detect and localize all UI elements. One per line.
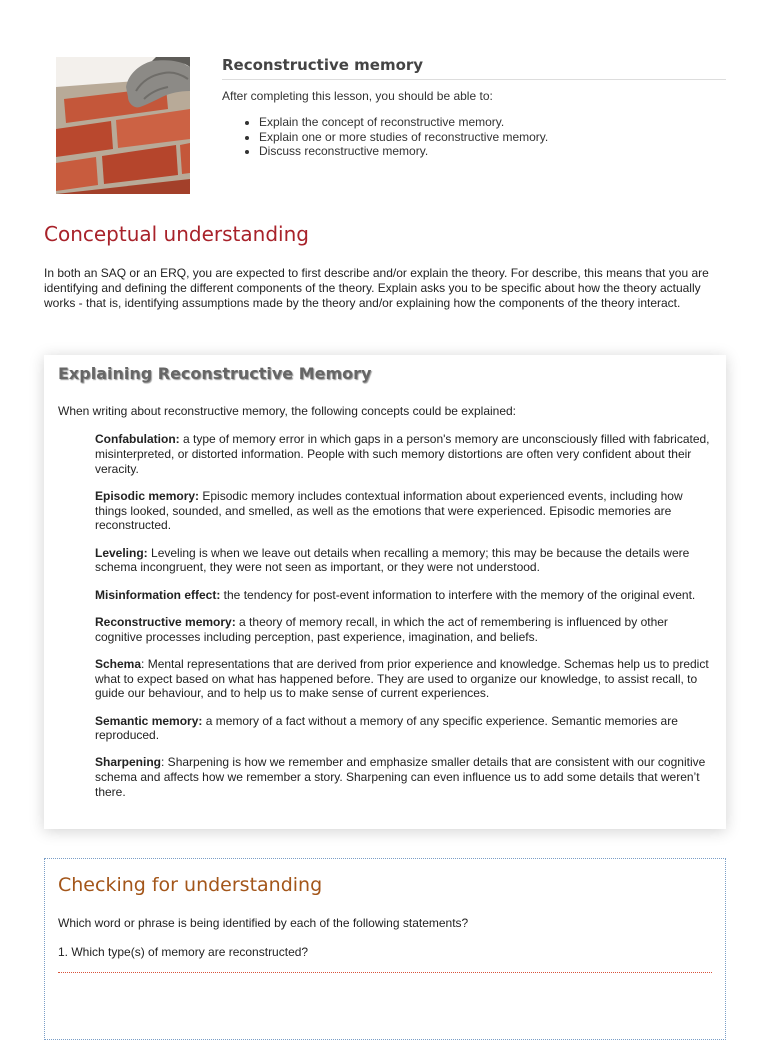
checking-box	[44, 858, 726, 1040]
concept-definition: a type of memory error in which gaps in a person's memory are unconsciously filled with fabricated, misinterpreted, or distorted information. People with such memory distortions are often very confident about their veracity.	[95, 432, 710, 476]
answer-line[interactable]	[58, 972, 712, 973]
list-item: • Explain one or more studies of reconstructive memory.	[259, 130, 726, 145]
concept-term: Semantic memory:	[95, 713, 203, 728]
concept-term: Confabulation:	[95, 432, 180, 446]
concept-confabulation	[95, 432, 715, 476]
concept-term: Reconstructive memory:	[95, 614, 236, 629]
concept-episodic-memory	[95, 489, 715, 533]
concept-semantic-memory	[95, 714, 715, 744]
concept-definition: : Mental representations that are derived from prior experience and knowledge. Schemas help us to predict what to expect based on what has happened before. They are used to organize our knowledge, to assist recall, to guide our behaviour, and to help us to make sense of current experiences.	[95, 656, 709, 701]
concept-definition: : Sharpening is how we remember and emphasize smaller details that are consistent with our cognitive schema and affects how we remember a story. Sharpening can even influence us to add some details that weren’t there.	[95, 755, 706, 800]
question-1: 1. Which type(s) of memory are reconstructed?	[58, 945, 309, 959]
concept-misinformation-effect	[95, 588, 715, 603]
lesson-intro: After completing this lesson, you should be able to:	[222, 89, 493, 103]
objectives-list	[222, 115, 726, 159]
concept-definition: a memory of a fact without a memory of any specific experience. Semantic memories are reproduced.	[95, 713, 678, 743]
lesson-title: Reconstructive memory	[222, 56, 726, 80]
lesson-header	[222, 56, 726, 159]
concept-leveling	[95, 546, 715, 576]
checking-intro: Which word or phrase is being identified by each of the following statements?	[58, 916, 469, 930]
conceptual-heading: Conceptual understanding	[44, 222, 309, 246]
concept-term: Sharpening	[95, 755, 162, 770]
explaining-card	[44, 355, 726, 829]
brick-wall-image	[56, 57, 190, 194]
conceptual-paragraph: In both an SAQ or an ERQ, you are expected to first describe and/or explain the theory. For describe, this means that you are identifying and defining the different components of the theory. Explain asks you to be specific about how the theory actually works - that is, identifying assumptions made by the theory and/or explaining how the components of the theory interact.	[44, 266, 709, 310]
concept-term: Schema	[95, 656, 142, 671]
concept-definition: Episodic memory includes contextual information about experienced events, including how things looked, sounded, and smelled, as well as the emotions that were experienced. Episodic memories are reconstructed.	[95, 488, 683, 533]
concept-definition: a theory of memory recall, in which the act of remembering is influenced by other cognitive processes including perception, past experience, imagination, and beliefs.	[95, 614, 668, 644]
concept-term: Episodic memory:	[95, 488, 200, 503]
card-title: Explaining Reconstructive Memory	[58, 364, 372, 383]
concept-term: Leveling:	[95, 545, 148, 560]
concept-schema	[95, 657, 715, 701]
list-item: • Discuss reconstructive memory.	[259, 144, 726, 159]
concept-reconstructive-memory	[95, 615, 715, 645]
card-intro: When writing about reconstructive memory, the following concepts could be explained:	[58, 404, 517, 418]
concept-sharpening	[95, 755, 715, 799]
checking-title: Checking for understanding	[58, 874, 323, 896]
list-item: • Explain the concept of reconstructive memory.	[259, 115, 726, 130]
concept-definition: Leveling is when we leave out details when recalling a memory; this may be because the details were schema incongruent, they were not seen as important, or they were not understood.	[95, 545, 690, 575]
concept-definition: the tendency for post-event information to interfere with the memory of the original event.	[220, 587, 696, 602]
concept-term: Misinformation effect:	[95, 587, 221, 602]
concepts-list	[95, 432, 715, 812]
